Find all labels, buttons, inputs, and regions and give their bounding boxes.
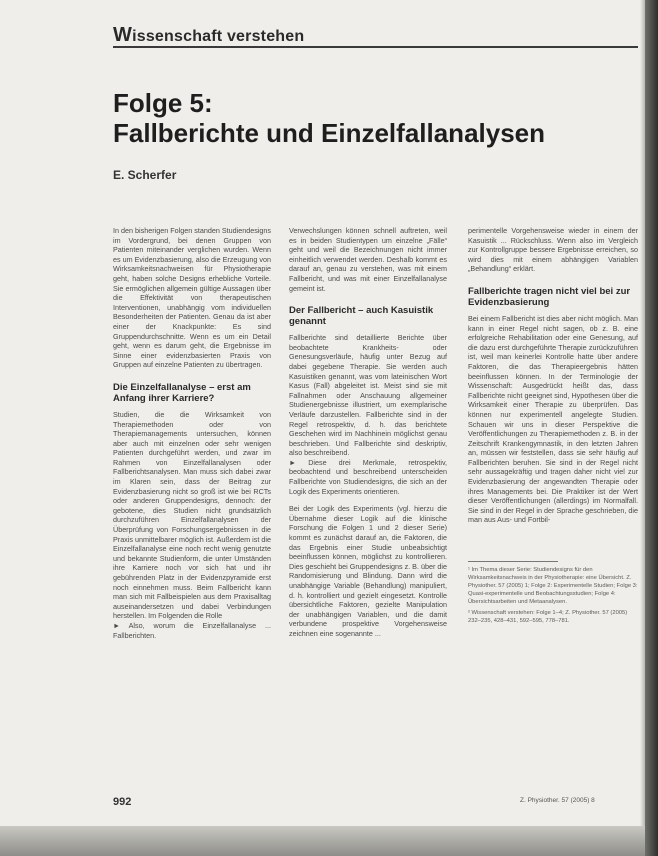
footnote-1: ¹ Im Thema dieser Serie: Studiendesigns für den Wirksamkeitsnachweis in der Physiotherapie: eine Übersicht. Z. Physiother. 57 (2005) 1; Folge 2: Experimentelle Studien; Folge 3: Quasi-experimentelle und Beobachtungsstudien; Folge 4: Übersichtsarbeiten und Metaanalysen. (468, 567, 638, 606)
footnotes (468, 566, 638, 625)
column-2 (289, 226, 447, 639)
footnote-2: ² Wissenschaft verstehen: Folge 1–4; Z. Physiother. 57 (2005) 232–235, 428–431, 592–595, 778–781. (468, 610, 628, 625)
book-gutter (645, 0, 658, 856)
column-1 (113, 226, 271, 640)
col3-intro: perimentelle Vorgehensweise wieder in einem der Kasuistik ... Rückschluss. Wenn also im Vergleich zur Kontrollgruppe bessere Ergebnisse erreichen, so wird dies mit einem abhängigen Variablen „Behandlung“ erklärt. (468, 226, 638, 274)
col2-body2: Bei der Logik des Experiments (vgl. hierzu die Übernahme dieser Logik auf die klinische Forschung die Folgen 1 und 2 dieser Serie) kommt es zunächst darauf an, die Faktoren, die das Ergebnis einer Studie unbeabsichtigt beeinflussen können, möglichst zu kontrollieren. Dies geschieht bei Gruppendesigns z. B. über die Randomisierung und Blindung. Dann wird die unabhängige Variable (Behandlung) manipuliert, d. h. kontrolliert und gezielt eingesetzt. Kontrolle übersichtliche Faktoren, gezielte Manipulation der unabhängigen Variablen, und die damit verbundene prospektive Vorgehensweise zeichnen eine sogenannte ... (289, 504, 447, 638)
article-title (113, 88, 633, 148)
journal-reference: Z. Physiother. 57 (2005) 8 (520, 797, 595, 804)
title-line-2: Fallberichte und Einzelfallanalysen (113, 118, 546, 148)
col1-body: Studien, die die Wirksamkeit von Therapiemethoden oder von Therapiemanagements untersuchen, können aber auch mit einzelnen oder sehr wenigen Patienten durchgeführt werden, und zwar im Rahmen von Einzelfallanalysen oder Fallberichtsanalysen. Man muss sich dabei zwar im Klaren sein, dass der Beitrag zur Evidenzbasierung nicht so groß ist wie bei RCTs oder anderen Gruppendesigns, dennoch: der gebotene, dies Studien nicht grundsätzlich durchzuführen Einzelfallanalysen der Überprüfung von Forschungsergebnissen in die Praxis unmittelbarer möglich ist. Außerdem ist die Einzelfallanalyse eine noch recht wenig genutzte und bekannte Studienform, die unter Umständen ihre Karriere noch vor sich hat und ihr gebührenden Platz in der Evidenzpyramide erst noch einnehmen muss. Beim Fallbericht kann man sich mit Fallbeispielen aus dem Praxisalltag auseinandersetzen und dabei Verbindungen herstellen. Im Folgenden die Rolle (113, 409, 271, 621)
scan-bottom-edge (0, 826, 645, 856)
col2-intro: Verwechslungen können schnell auftreten, weil es in beiden Studientypen um einzelne „Fälle“ geht und weil die Bezeichnungen nicht immer einheitlich verwendet werden. Deshalb kommt es darauf an, genau zu verstehen, was mit einem Fallbericht, und was mit einer Einzelfallanalyse gemeint ist. (289, 226, 447, 293)
col2-heading: Der Fallbericht – auch Kasuistik genannt (289, 305, 434, 328)
section-header-initial: W (113, 24, 133, 46)
section-header-label: issenschaft verstehen (132, 28, 305, 45)
col2-body: Fallberichte sind detaillierte Berichte über beobachtete Krankheits- oder Genesungsverläufe, häufig unter Bezug auf dabei gegebene Therapie. Sie werden auch Kasuistiken genannt, was vom lateinischen Wort Kasus (Fall) abgeleitet ist. Meist sind sie mit Fallnahmen oder Anschauung allgemeiner Studienergebnisse illustriert, um exemplarische Verläufe darzustellen. Fallberichte sind in der Regel retrospektiv, d. h. das berichtete Geschehen wird im Nachhinein möglichst genau beschrieben. Und Fallberichte sind deskriptiv, also beschreibend. (289, 333, 447, 458)
author: E. Scherfer (113, 168, 177, 182)
col3-body: Bei einem Fallbericht ist dies aber nicht möglich. Man kann in einer Regel nicht sagen, ob z. B. eine erfolgreiche Rehabilitation oder eine Genesung, auf die dazu erst durchgeführte Therapie zurückzuführen ist, weil man keinerlei Kontrolle hatte über andere Faktoren, die das Therapieergebnis hätten beeinflussen können. In der Terminologie der Wissenschaft: Ausgedrückt heißt das, dass Fallberichte nicht geeignet sind, Hypothesen über die Wirksamkeit einer Therapie zu überprüfen. Das können nur experimentell angelegte Studien. Schauen wir uns in dieser Perspektive die Veröffentlichungen zu Therapiemethoden z. B. in der Zeitschrift Krankengymnastik, in den letzten Jahren an, müssen wir feststellen, dass sie sehr häufig auf Fallberichten beruhen. Sie sind in der Regel nicht sehr aussagekräftig und tragen daher nicht viel zur Evidenzbasierung der angewandten Therapie oder ihres Managements bei. Die Praktiker ist der Wert dieser Veröffentlichungen (allerdings) im Normalfall. Sie sind in der Regel in der Sprache geschrieben, die man aus Aus- und Fortbil- (468, 313, 638, 525)
header-rule (113, 46, 638, 48)
footnote-rule (468, 561, 558, 562)
col3-heading: Fallberichte tragen nicht viel bei zur Evidenzbasierung (468, 285, 631, 308)
col2-bullet: ► Diese drei Merkmale, retrospektiv, beobachtend und beschreibend unterscheiden Fallberichte von Studiendesigns, die sich an der Logik des Experiments orientieren. (289, 457, 447, 496)
col1-intro: In den bisherigen Folgen standen Studiendesigns im Vordergrund, bei denen Gruppen von Patienten miteinander verglichen wurden. Wenn es um Evidenzbasierung, also die Erzeugung von Wirksamkeitsnachweisen für Physiotherapie geht, haben solche Designs erhebliche Vorteile. Sie ermöglichen allgemein gültige Aussagen über die Effektivität von therapeutischen Interventionen, unabhängig vom individuellen Besonderheiten der Patienten. Genau da ist aber einer der Knackpunkte: Es sind Gruppendurchschnitte. Wenn es um ein Detail geht, wenn es darum geht, die Ergebnisse im Sinne einer evidenzbasierten Praxis von Gruppen auf einzelne Patienten zu übertragen. (113, 226, 271, 370)
col1-heading: Die Einzelfallanalyse – erst am Anfang ihrer Karriere? (113, 381, 251, 404)
col1-bullet: ► Also, worum die Einzelfallanalyse ... Fallberichten. (113, 620, 271, 640)
page-number: 992 (113, 796, 132, 808)
title-line-1: Folge 5: (113, 88, 213, 118)
column-3 (468, 226, 638, 628)
section-header (113, 24, 304, 47)
